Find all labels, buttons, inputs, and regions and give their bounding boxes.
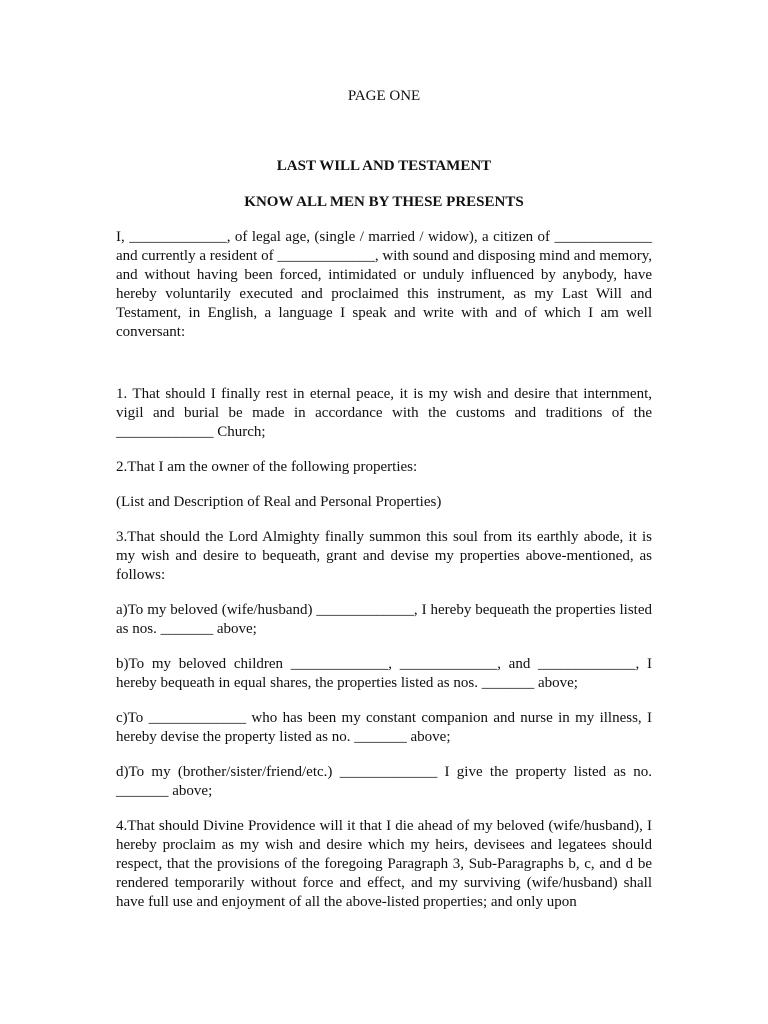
subparagraph-b: b)To my beloved children _____________, _____________, and _____________, I hereby bequeath in equal shares, the properties listed as nos. _______ above;	[116, 656, 652, 691]
intro-paragraph: I, _____________, of legal age, (single / married / widow), a citizen of _____________ and currently a resident of _____________, with sound and disposing mind and memory, and without having been forced, intimidated or unduly influenced by anybody, have hereby voluntarily executed and proclaimed this instrument, as my Last Will and Testament, in English, a language I speak and write with and of which I am well conversant:	[116, 229, 652, 340]
document-body	[116, 228, 652, 912]
document-subtitle: KNOW ALL MEN BY THESE PRESENTS	[244, 194, 524, 210]
paragraph-3-bequest: 3.That should the Lord Almighty finally summon this soul from its earthly abode, it is my wish and desire to bequeath, grant and devise my properties above-mentioned, as follows:	[116, 529, 652, 583]
property-list-placeholder: (List and Description of Real and Personal Properties)	[116, 494, 442, 510]
subparagraph-a: a)To my beloved (wife/husband) _____________, I hereby bequeath the properties listed as nos. _______ above;	[116, 602, 652, 637]
paragraph-1-burial: 1. That should I finally rest in eternal peace, it is my wish and desire that internment, vigil and burial be made in accordance with the customs and traditions of the _____________ Church;	[116, 386, 652, 440]
subparagraph-c: c)To _____________ who has been my constant companion and nurse in my illness, I hereby devise the property listed as no. _______ above;	[116, 710, 652, 745]
page-label: PAGE ONE	[347, 88, 421, 104]
subparagraph-d: d)To my (brother/sister/friend/etc.) _____________ I give the property listed as no. _______ above;	[116, 764, 652, 799]
paragraph-2-properties: 2.That I am the owner of the following properties:	[116, 459, 418, 475]
paragraph-4-provision: 4.That should Divine Providence will it that I die ahead of my beloved (wife/husband), I hereby proclaim as my wish and desire which my heirs, devisees and legatees should respect, that the provisions of the foregoing Paragraph 3, Sub-Paragraphs b, c, and d be rendered temporarily without force and effect, and my surviving (wife/husband) shall have full use and enjoyment of all the above-listed properties; and only upon	[116, 818, 652, 910]
document-title: LAST WILL AND TESTAMENT	[276, 158, 492, 174]
